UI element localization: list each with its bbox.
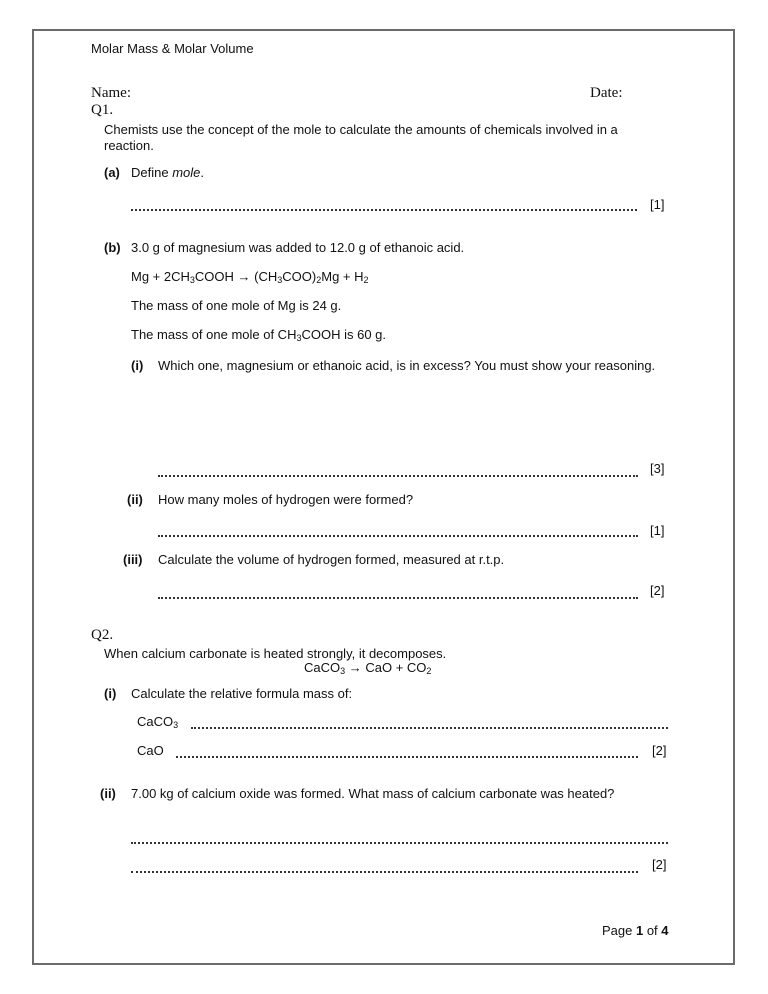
q2i-text: Calculate the relative formula mass of:	[131, 686, 353, 701]
caco3-label: CaCO$_3$	[137, 714, 179, 730]
q1b-text: 3.0 g of magnesium was added to 12.0 g of ethanoic acid.	[131, 240, 465, 255]
q2-label: Q2.	[91, 627, 114, 643]
marks-q2ii: [2]	[652, 857, 667, 872]
marks-q2i: [2]	[652, 743, 667, 758]
page-number: Page 1 of 4	[602, 923, 669, 938]
q2i-label: (i)	[104, 686, 117, 701]
q1biii-text: Calculate the volume of hydrogen formed, measured at r.t.p.	[158, 552, 505, 567]
name-label: Name:	[91, 85, 131, 101]
marks-q1bi: [3]	[650, 461, 665, 476]
answer-line-q1bi[interactable]	[158, 475, 638, 477]
q1bii-text: How many moles of hydrogen were formed?	[158, 492, 414, 507]
answer-line-q1bii[interactable]	[158, 535, 638, 537]
q1bi-text: Which one, magnesium or ethanoic acid, is in excess? You must show your reasoning.	[158, 358, 656, 373]
answer-line-caco3[interactable]	[191, 727, 668, 729]
marks-q1a: [1]	[650, 197, 665, 212]
answer-line-q1biii[interactable]	[158, 597, 638, 599]
date-label: Date:	[590, 85, 623, 101]
answer-line-q2ii-2[interactable]	[131, 871, 638, 873]
q1b-equation: $Mg + 2CH_3COOH \to (CH_3COO)_2Mg + H_2$	[131, 269, 369, 285]
q2-equation: CaCO$_3$ → CaO + $CO_2$	[304, 660, 432, 676]
mass-acid: The mass of one mole of $CH_3COOH$ is 60 g.	[131, 327, 387, 343]
marks-q1bii: [1]	[650, 523, 665, 538]
marks-q1biii: [2]	[650, 583, 665, 598]
q1bi-label: (i)	[131, 358, 144, 373]
q2ii-text: 7.00 kg of calcium oxide was formed. What mass of calcium carbonate was heated?	[131, 786, 615, 801]
cao-label: CaO	[137, 743, 164, 758]
answer-line-q1a[interactable]	[131, 209, 637, 211]
mass-mg: The mass of one mole of Mg is 24 g.	[131, 298, 342, 313]
q1b-label: (b)	[104, 240, 121, 255]
q1a-text: Define mole.	[131, 165, 205, 180]
q1-intro: Chemists use the concept of the mole to calculate the amounts of chemicals involved in a reaction.	[104, 122, 618, 153]
q2-intro: When calcium carbonate is heated strongly, it decomposes.	[104, 646, 447, 661]
answer-line-cao[interactable]	[176, 756, 638, 758]
q1a-label: (a)	[104, 165, 120, 180]
q2ii-label: (ii)	[100, 786, 116, 801]
answer-line-q2ii-1[interactable]	[131, 842, 668, 844]
q1biii-label: (iii)	[123, 552, 143, 567]
q1bii-label: (ii)	[127, 492, 143, 507]
document-title: Molar Mass & Molar Volume	[91, 41, 254, 56]
q1-label: Q1.	[91, 102, 114, 118]
